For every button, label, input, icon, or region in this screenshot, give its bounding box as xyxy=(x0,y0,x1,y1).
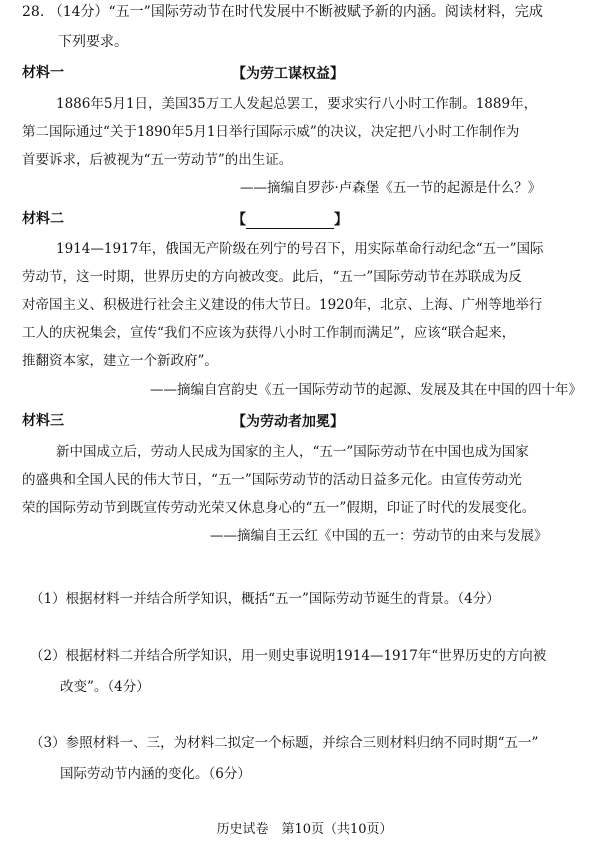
material-2-line-4: 工人的庆祝集会，宣传“我们不应该为获得八小时工作制而满足”，应该“联合起来， xyxy=(22,325,516,341)
page-footer: 历史试卷 第10页（共10页） xyxy=(216,822,393,837)
material-2-label: 材料二 xyxy=(22,211,64,227)
material-3-source: ——摘编自王云红《中国的五一：劳动节的由来与发展》 xyxy=(210,528,548,544)
material-1-line-1: 1886年5月1日，美国35万工人发起总罢工，要求实行八小时工作制。1889年， xyxy=(56,96,538,112)
material-1-title: 【为劳工谋权益】 xyxy=(232,66,344,82)
material-2-source: ——摘编自宫韵史《五一国际劳动节的起源、发展及其在中国的四十年》 xyxy=(150,382,582,398)
material-2-title-close: 】 xyxy=(334,212,348,228)
subquestion-2-line-1: （2）根据材料二并结合所学知识，用一则史事说明1914—1917年“世界历史的方向被 xyxy=(30,648,547,664)
question-header-line-1: 28. （14分）“五一”国际劳动节在时代发展中不断被赋予新的内涵。阅读材料，完成 xyxy=(22,4,543,20)
material-3-line-2: 的盛典和全国人民的伟大节日，“五一”国际劳动节的活动日益多元化。由宣传劳动光 xyxy=(22,472,522,488)
material-2-line-2: 劳动节，这一时期，世界历史的方向被改变。此后，“五一”国际劳动节在苏联成为反 xyxy=(22,269,522,285)
material-3-line-1: 新中国成立后，劳动人民成为国家的主人，“五一”国际劳动节在中国也成为国家 xyxy=(56,444,529,460)
material-2-line-5: 推翻资本家，建立一个新政府”。 xyxy=(22,353,218,369)
material-2-title-open: 【 xyxy=(232,212,246,228)
material-3-line-3: 荣的国际劳动节到既宣传劳动光荣又休息身心的“五一”假期，印证了时代的发展变化。 xyxy=(22,500,536,516)
subquestion-2-line-2: 改变”。（4分） xyxy=(60,679,150,695)
material-2-line-3: 对帝国主义、积极进行社会主义建设的伟大节日。1920年，北京、上海、广州等地举行 xyxy=(22,297,543,313)
material-2-title xyxy=(232,209,348,229)
material-1-label: 材料一 xyxy=(22,65,64,81)
subquestion-3-line-2: 国际劳动节内涵的变化。（6分） xyxy=(60,766,251,782)
material-3-label: 材料三 xyxy=(22,413,64,429)
material-1-line-2: 第二国际通过“关于1890年5月1日举行国际示威”的决议，决定把八小时工作制作为 xyxy=(22,124,520,140)
subquestion-1: （1）根据材料一并结合所学知识，概括“五一”国际劳动节诞生的背景。（4分） xyxy=(30,591,500,607)
material-2-title-blank xyxy=(246,212,334,229)
material-2-line-1: 1914—1917年，俄国无产阶级在列宁的号召下，用实际革命行动纪念“五一”国际 xyxy=(56,241,544,257)
material-1-source: ——摘编自罗莎·卢森堡《五一节的起源是什么？》 xyxy=(240,180,542,196)
material-3-title: 【为劳动者加冕】 xyxy=(232,414,344,430)
question-header-line-2: 下列要求。 xyxy=(58,34,128,50)
material-1-line-3: 首要诉求，后被视为“五一劳动节”的出生证。 xyxy=(22,152,293,168)
subquestion-3-line-1: （3）参照材料一、三，为材料二拟定一个标题，并综合三则材料归纳不同时期“五一” xyxy=(30,735,539,751)
